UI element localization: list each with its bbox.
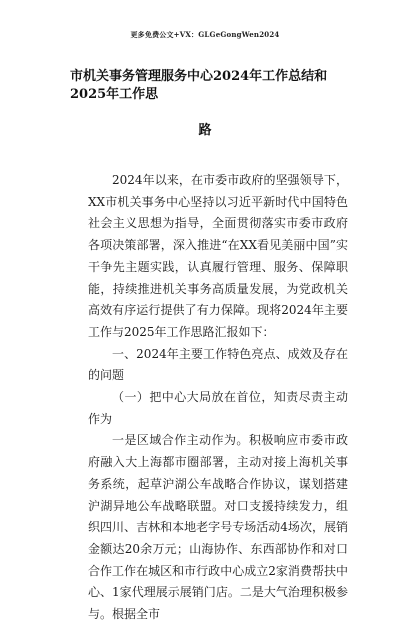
subsection-1-paragraph: 一是区域合作主动作为。积极响应市委市政府融入大上海都市圈部署，主动对接上海机关事务系统，起草沪湖公车战略合作协议，谋划搭建沪湖异地公车战略联盟。对口支援持续发力，组织四川、吉林和本地老字号专场活动4场次，展销金额达20余万元；山海协作、东西部协作和对口合作工作在城区和市行政中心成立2家消费帮扶中心、1家代理展示展销门店。二是大气治理积极参与。根据全市 <box>88 433 348 622</box>
document-title-line-2: 路 <box>198 123 212 138</box>
header-note: 更多免费公文+VX：GLGeGongWen2024 <box>130 30 280 39</box>
subsection-heading-1: （一）把中心大局放在首位，知责尽责主动作为 <box>88 390 348 426</box>
section-heading-1: 一、2024年主要工作特色亮点、成效及存在的问题 <box>88 346 348 383</box>
document-title-line-1: 市机关事务管理服务中心2024年工作总结和2025年工作思 <box>70 69 328 102</box>
intro-paragraph: 2024年以来，在市委市政府的坚强领导下，XX市机关事务中心坚持以习近平新时代中国特色社会主义思想为指导，全面贯彻落实市委市政府各项决策部署，深入推进“在XX看见美丽中国”实干争先主题实践，认真履行管理、服务、保障职能，持续推进机关事务高质量发展，为党政机关高效有序运行提供了有力保障。现将2024年主要工作与2025年工作思路汇报如下： <box>88 173 348 339</box>
document-body <box>88 170 348 626</box>
